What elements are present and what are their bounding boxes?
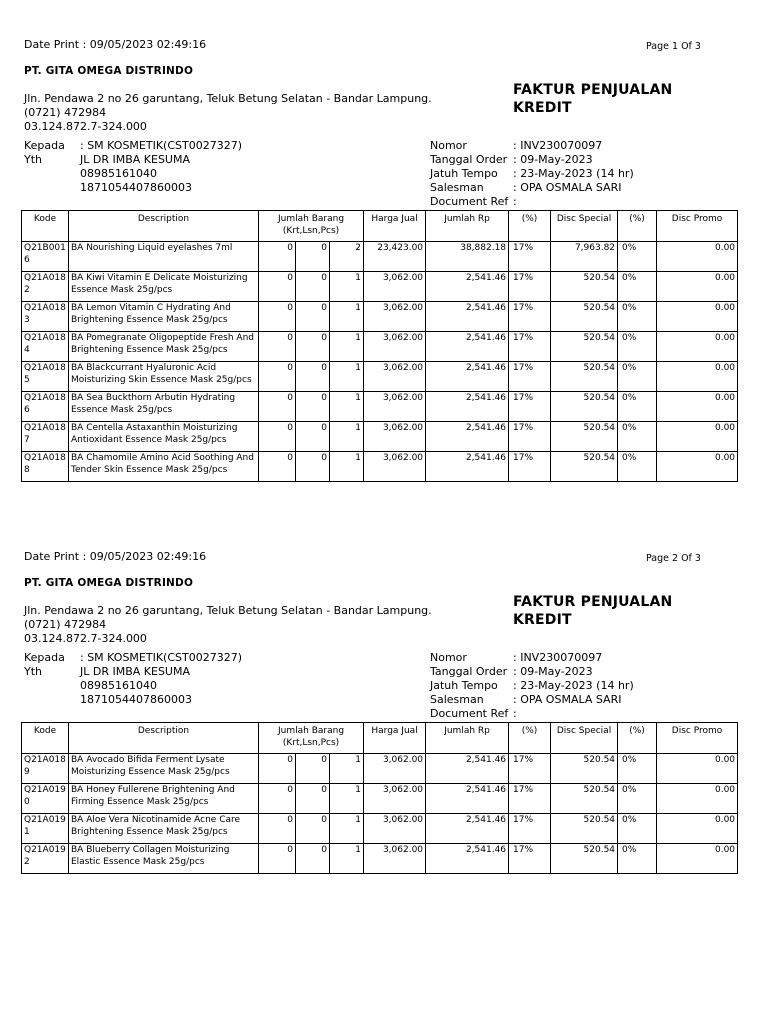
- info-value: : 23-May-2023 (14 hr): [513, 167, 634, 180]
- item-description: BA Blueberry Collagen Moisturizing Elastic Essence Mask 25g/pcs: [69, 844, 259, 874]
- col-pct-2: (%): [618, 723, 657, 754]
- table-row: [22, 784, 738, 814]
- item-qty-pcs: 2: [330, 242, 364, 272]
- item-description: BA Pomegranate Oligopeptide Fresh And Brightening Essence Mask 25g/pcs: [69, 332, 259, 362]
- address-line: Jln. Pendawa 2 no 26 garuntang, Teluk Betung Selatan - Bandar Lampung.: [24, 92, 432, 105]
- customer-id: 1871054407860003: [80, 693, 192, 706]
- item-promo-pct: 0%: [618, 362, 657, 392]
- item-jumlah-rp: 2,541.46: [426, 422, 509, 452]
- item-disc-special: 520.54: [551, 754, 618, 784]
- table-row: [22, 422, 738, 452]
- item-disc-special: 520.54: [551, 362, 618, 392]
- col-kode: Kode: [22, 723, 69, 754]
- table-row: [22, 302, 738, 332]
- item-qty-lsn: 0: [296, 452, 330, 482]
- info-label: Jatuh Tempo: [430, 167, 498, 180]
- table-row: [22, 814, 738, 844]
- col-pct-1: (%): [509, 723, 551, 754]
- item-harga-jual: 3,062.00: [364, 754, 426, 784]
- item-promo-pct: 0%: [618, 754, 657, 784]
- item-harga-jual: 3,062.00: [364, 272, 426, 302]
- title-line-1: FAKTUR PENJUALAN: [513, 82, 673, 98]
- item-qty-lsn: 0: [296, 844, 330, 874]
- item-description: BA Aloe Vera Nicotinamide Acne Care Brightening Essence Mask 25g/pcs: [69, 814, 259, 844]
- info-label: Salesman: [430, 693, 484, 706]
- info-value: : OPA OSMALA SARI: [513, 693, 622, 706]
- col-jumlah-barang: Jumlah Barang (Krt,Lsn,Pcs): [259, 211, 364, 242]
- item-harga-jual: 3,062.00: [364, 392, 426, 422]
- phone-line: (0721) 472984: [24, 618, 107, 631]
- col-disc-special: Disc Special: [551, 723, 618, 754]
- page-number: Page 2 Of 3: [646, 553, 701, 564]
- item-jumlah-rp: 2,541.46: [426, 362, 509, 392]
- col-disc-special: Disc Special: [551, 211, 618, 242]
- item-disc-promo: 0.00: [657, 242, 738, 272]
- customer-address: JL DR IMBA KESUMA: [80, 153, 190, 166]
- item-disc-special: 520.54: [551, 844, 618, 874]
- col-description: Description: [69, 723, 259, 754]
- item-disc-pct: 17%: [509, 844, 551, 874]
- item-promo-pct: 0%: [618, 422, 657, 452]
- item-code: Q21A0183: [22, 302, 69, 332]
- item-promo-pct: 0%: [618, 814, 657, 844]
- item-harga-jual: 3,062.00: [364, 784, 426, 814]
- title-line-2: KREDIT: [513, 612, 572, 628]
- company-name: PT. GITA OMEGA DISTRINDO: [24, 65, 194, 77]
- item-disc-pct: 17%: [509, 754, 551, 784]
- item-qty-pcs: 1: [330, 844, 364, 874]
- item-disc-pct: 17%: [509, 392, 551, 422]
- item-qty-krt: 0: [259, 362, 296, 392]
- item-promo-pct: 0%: [618, 452, 657, 482]
- item-disc-promo: 0.00: [657, 362, 738, 392]
- item-promo-pct: 0%: [618, 784, 657, 814]
- company-address: [24, 92, 432, 134]
- info-value: :: [513, 707, 517, 720]
- col-harga-jual: Harga Jual: [364, 211, 426, 242]
- item-disc-promo: 0.00: [657, 272, 738, 302]
- col-kode: Kode: [22, 211, 69, 242]
- item-qty-lsn: 0: [296, 784, 330, 814]
- info-label: Tanggal Order: [430, 665, 508, 678]
- item-description: BA Chamomile Amino Acid Soothing And Tender Skin Essence Mask 25g/pcs: [69, 452, 259, 482]
- item-disc-pct: 17%: [509, 452, 551, 482]
- item-harga-jual: 3,062.00: [364, 844, 426, 874]
- customer-phone: 08985161040: [80, 167, 157, 180]
- item-disc-special: 7,963.82: [551, 242, 618, 272]
- item-promo-pct: 0%: [618, 392, 657, 422]
- item-description: BA Lemon Vitamin C Hydrating And Brightening Essence Mask 25g/pcs: [69, 302, 259, 332]
- table-row: [22, 242, 738, 272]
- info-label: Nomor: [430, 139, 467, 152]
- item-disc-promo: 0.00: [657, 392, 738, 422]
- item-jumlah-rp: 2,541.46: [426, 392, 509, 422]
- item-code: Q21A0188: [22, 452, 69, 482]
- item-disc-pct: 17%: [509, 814, 551, 844]
- kepada-label: Kepada: [24, 651, 65, 664]
- item-disc-special: 520.54: [551, 332, 618, 362]
- item-qty-krt: 0: [259, 272, 296, 302]
- item-disc-special: 520.54: [551, 422, 618, 452]
- invoice-info: [430, 139, 730, 209]
- item-qty-lsn: 0: [296, 242, 330, 272]
- item-jumlah-rp: 38,882.18: [426, 242, 509, 272]
- info-value: : INV230070097: [513, 139, 603, 152]
- col-jumlah-barang: Jumlah Barang (Krt,Lsn,Pcs): [259, 723, 364, 754]
- info-value: : 09-May-2023: [513, 153, 593, 166]
- item-disc-pct: 17%: [509, 242, 551, 272]
- item-promo-pct: 0%: [618, 272, 657, 302]
- col-description: Description: [69, 211, 259, 242]
- item-harga-jual: 3,062.00: [364, 332, 426, 362]
- item-description: BA Blackcurrant Hyaluronic Acid Moisturizing Skin Essence Mask 25g/pcs: [69, 362, 259, 392]
- col-jumlah-rp: Jumlah Rp: [426, 723, 509, 754]
- item-qty-pcs: 1: [330, 302, 364, 332]
- table-row: [22, 392, 738, 422]
- item-promo-pct: 0%: [618, 242, 657, 272]
- item-disc-special: 520.54: [551, 302, 618, 332]
- item-qty-lsn: 0: [296, 422, 330, 452]
- item-disc-promo: 0.00: [657, 754, 738, 784]
- item-qty-krt: 0: [259, 814, 296, 844]
- info-label: Nomor: [430, 651, 467, 664]
- item-jumlah-rp: 2,541.46: [426, 754, 509, 784]
- item-qty-pcs: 1: [330, 392, 364, 422]
- item-description: BA Nourishing Liquid eyelashes 7ml: [69, 242, 259, 272]
- info-label: Salesman: [430, 181, 484, 194]
- item-disc-special: 520.54: [551, 392, 618, 422]
- customer-address: JL DR IMBA KESUMA: [80, 665, 190, 678]
- item-harga-jual: 23,423.00: [364, 242, 426, 272]
- item-disc-promo: 0.00: [657, 814, 738, 844]
- item-disc-promo: 0.00: [657, 784, 738, 814]
- col-jumlah-rp: Jumlah Rp: [426, 211, 509, 242]
- item-harga-jual: 3,062.00: [364, 814, 426, 844]
- info-value: : INV230070097: [513, 651, 603, 664]
- address-line: Jln. Pendawa 2 no 26 garuntang, Teluk Betung Selatan - Bandar Lampung.: [24, 604, 432, 617]
- item-code: Q21A0186: [22, 392, 69, 422]
- item-disc-special: 520.54: [551, 272, 618, 302]
- item-jumlah-rp: 2,541.46: [426, 332, 509, 362]
- item-jumlah-rp: 2,541.46: [426, 844, 509, 874]
- kepada-label: Kepada: [24, 139, 65, 152]
- item-code: Q21A0190: [22, 784, 69, 814]
- item-description: BA Sea Buckthorn Arbutin Hydrating Essence Mask 25g/pcs: [69, 392, 259, 422]
- invoice-title: [513, 81, 672, 117]
- item-disc-special: 520.54: [551, 784, 618, 814]
- items-table: [21, 722, 738, 874]
- item-qty-pcs: 1: [330, 452, 364, 482]
- item-qty-krt: 0: [259, 422, 296, 452]
- item-qty-pcs: 1: [330, 362, 364, 392]
- item-disc-promo: 0.00: [657, 422, 738, 452]
- item-disc-pct: 17%: [509, 272, 551, 302]
- date-print: Date Print : 09/05/2023 02:49:16: [24, 38, 207, 51]
- item-qty-lsn: 0: [296, 272, 330, 302]
- date-print: Date Print : 09/05/2023 02:49:16: [24, 550, 207, 563]
- table-row: [22, 362, 738, 392]
- npwp-line: 03.124.872.7-324.000: [24, 632, 147, 645]
- item-disc-pct: 17%: [509, 422, 551, 452]
- item-qty-lsn: 0: [296, 814, 330, 844]
- col-pct-2: (%): [618, 211, 657, 242]
- item-disc-pct: 17%: [509, 362, 551, 392]
- item-qty-lsn: 0: [296, 754, 330, 784]
- title-line-2: KREDIT: [513, 100, 572, 116]
- info-value: : 09-May-2023: [513, 665, 593, 678]
- item-code: Q21A0192: [22, 844, 69, 874]
- info-value: : OPA OSMALA SARI: [513, 181, 622, 194]
- col-harga-jual: Harga Jual: [364, 723, 426, 754]
- item-disc-pct: 17%: [509, 784, 551, 814]
- item-qty-krt: 0: [259, 302, 296, 332]
- table-row: [22, 844, 738, 874]
- info-label: Document Ref: [430, 707, 509, 720]
- table-row: [22, 272, 738, 302]
- item-disc-promo: 0.00: [657, 452, 738, 482]
- info-value: : 23-May-2023 (14 hr): [513, 679, 634, 692]
- item-qty-krt: 0: [259, 754, 296, 784]
- item-code: Q21A0182: [22, 272, 69, 302]
- item-qty-krt: 0: [259, 332, 296, 362]
- info-value: :: [513, 195, 517, 208]
- item-description: BA Avocado Bifida Ferment Lysate Moisturizing Essence Mask 25g/pcs: [69, 754, 259, 784]
- company-name: PT. GITA OMEGA DISTRINDO: [24, 577, 194, 589]
- item-promo-pct: 0%: [618, 332, 657, 362]
- item-qty-pcs: 1: [330, 422, 364, 452]
- item-code: Q21A0187: [22, 422, 69, 452]
- item-jumlah-rp: 2,541.46: [426, 784, 509, 814]
- item-jumlah-rp: 2,541.46: [426, 814, 509, 844]
- item-qty-krt: 0: [259, 452, 296, 482]
- item-jumlah-rp: 2,541.46: [426, 302, 509, 332]
- item-disc-pct: 17%: [509, 332, 551, 362]
- item-disc-special: 520.54: [551, 452, 618, 482]
- npwp-line: 03.124.872.7-324.000: [24, 120, 147, 133]
- item-disc-promo: 0.00: [657, 844, 738, 874]
- item-code: Q21A0185: [22, 362, 69, 392]
- item-qty-lsn: 0: [296, 332, 330, 362]
- info-label: Tanggal Order: [430, 153, 508, 166]
- item-disc-promo: 0.00: [657, 302, 738, 332]
- item-jumlah-rp: 2,541.46: [426, 272, 509, 302]
- item-code: Q21B0016: [22, 242, 69, 272]
- table-row: [22, 754, 738, 784]
- item-disc-promo: 0.00: [657, 332, 738, 362]
- info-label: Jatuh Tempo: [430, 679, 498, 692]
- item-code: Q21A0189: [22, 754, 69, 784]
- item-harga-jual: 3,062.00: [364, 302, 426, 332]
- page-number: Page 1 Of 3: [646, 41, 701, 52]
- table-row: [22, 452, 738, 482]
- col-pct-1: (%): [509, 211, 551, 242]
- item-code: Q21A0184: [22, 332, 69, 362]
- item-description: BA Honey Fullerene Brightening And Firming Essence Mask 25g/pcs: [69, 784, 259, 814]
- item-qty-lsn: 0: [296, 392, 330, 422]
- item-promo-pct: 0%: [618, 844, 657, 874]
- item-qty-pcs: 1: [330, 754, 364, 784]
- item-qty-pcs: 1: [330, 332, 364, 362]
- col-disc-promo: Disc Promo: [657, 211, 738, 242]
- items-table: [21, 210, 738, 482]
- item-qty-krt: 0: [259, 242, 296, 272]
- yth-label: Yth: [24, 153, 43, 166]
- customer-name: : SM KOSMETIK(CST0027327): [80, 139, 242, 152]
- item-qty-krt: 0: [259, 392, 296, 422]
- item-qty-krt: 0: [259, 784, 296, 814]
- customer-id: 1871054407860003: [80, 181, 192, 194]
- item-description: BA Centella Astaxanthin Moisturizing Antioxidant Essence Mask 25g/pcs: [69, 422, 259, 452]
- customer-block: [24, 651, 324, 707]
- company-address: [24, 604, 432, 646]
- item-promo-pct: 0%: [618, 302, 657, 332]
- item-disc-special: 520.54: [551, 814, 618, 844]
- col-disc-promo: Disc Promo: [657, 723, 738, 754]
- item-qty-lsn: 0: [296, 302, 330, 332]
- customer-phone: 08985161040: [80, 679, 157, 692]
- item-qty-lsn: 0: [296, 362, 330, 392]
- item-qty-krt: 0: [259, 844, 296, 874]
- yth-label: Yth: [24, 665, 43, 678]
- item-disc-pct: 17%: [509, 302, 551, 332]
- invoice-title: [513, 593, 672, 629]
- item-harga-jual: 3,062.00: [364, 422, 426, 452]
- customer-name: : SM KOSMETIK(CST0027327): [80, 651, 242, 664]
- item-code: Q21A0191: [22, 814, 69, 844]
- info-label: Document Ref: [430, 195, 509, 208]
- invoice-info: [430, 651, 730, 721]
- item-harga-jual: 3,062.00: [364, 362, 426, 392]
- item-description: BA Kiwi Vitamin E Delicate Moisturizing Essence Mask 25g/pcs: [69, 272, 259, 302]
- item-qty-pcs: 1: [330, 814, 364, 844]
- item-qty-pcs: 1: [330, 272, 364, 302]
- item-jumlah-rp: 2,541.46: [426, 452, 509, 482]
- item-qty-pcs: 1: [330, 784, 364, 814]
- phone-line: (0721) 472984: [24, 106, 107, 119]
- table-row: [22, 332, 738, 362]
- title-line-1: FAKTUR PENJUALAN: [513, 594, 673, 610]
- customer-block: [24, 139, 324, 195]
- item-harga-jual: 3,062.00: [364, 452, 426, 482]
